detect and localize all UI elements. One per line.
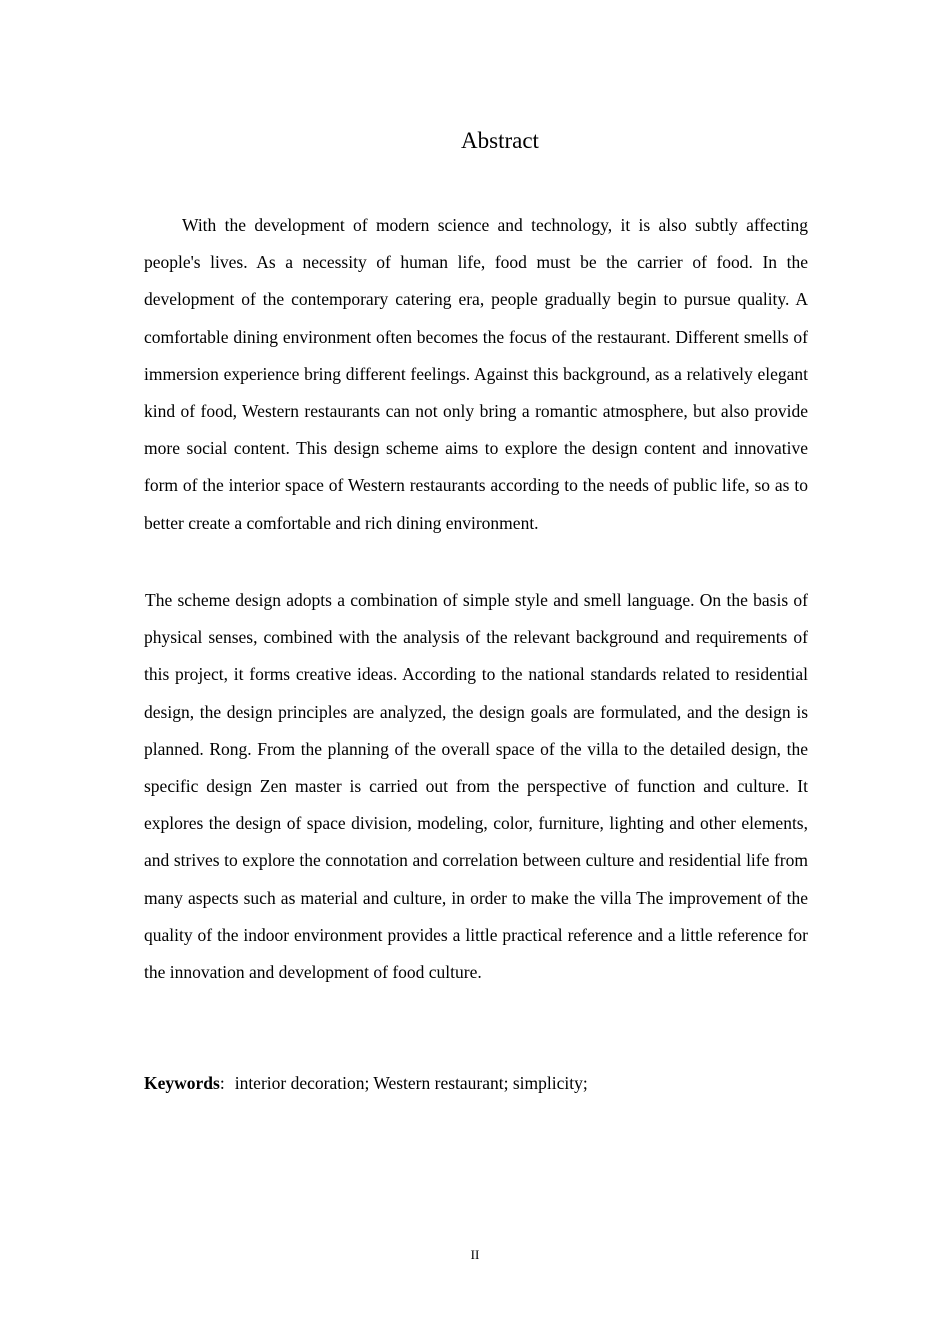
- keywords-line: [144, 1068, 808, 1098]
- page-number: II: [470, 1247, 480, 1262]
- keywords-values: interior decoration; Western restaurant; simplicity;: [234, 1073, 588, 1093]
- abstract-paragraph-1: With the development of modern science and technology, it is also subtly affecting people's lives. As a necessity of human life, food must be the carrier of food. In the development of the contemporary catering era, people gradually begin to pursue quality. A comfortable dining environment often becomes the focus of the restaurant. Different smells of immersion experience bring different feelings. Against this background, as a relatively elegant kind of food, Western restaurants can not only bring a romantic atmosphere, but also provide more social content. This design scheme aims to explore the design content and innovative form of the interior space of Western restaurants according to the needs of public life, so as to better create a comfortable and rich dining environment.: [144, 215, 808, 533]
- abstract-title: Abstract: [461, 128, 539, 153]
- keywords-label: Keywords: [144, 1073, 220, 1093]
- keywords-separator: :: [219, 1073, 225, 1093]
- abstract-paragraph-2: The scheme design adopts a combination of simple style and smell language. On the basis of physical senses, combined with the analysis of the relevant background and requirements of this project, it forms creative ideas. According to the national standards related to residential design, the design principles are analyzed, the design goals are formulated, and the design is planned. Rong. From the planning of the overall space of the villa to the detailed design, the specific design Zen master is carried out from the perspective of function and culture. It explores the design of space division, modeling, color, furniture, lighting and other elements, and strives to explore the connotation and correlation between culture and residential life from many aspects such as material and culture, in order to make the villa The improvement of the quality of the indoor environment provides a little practical reference and a little reference for the innovation and development of food culture.: [144, 590, 808, 983]
